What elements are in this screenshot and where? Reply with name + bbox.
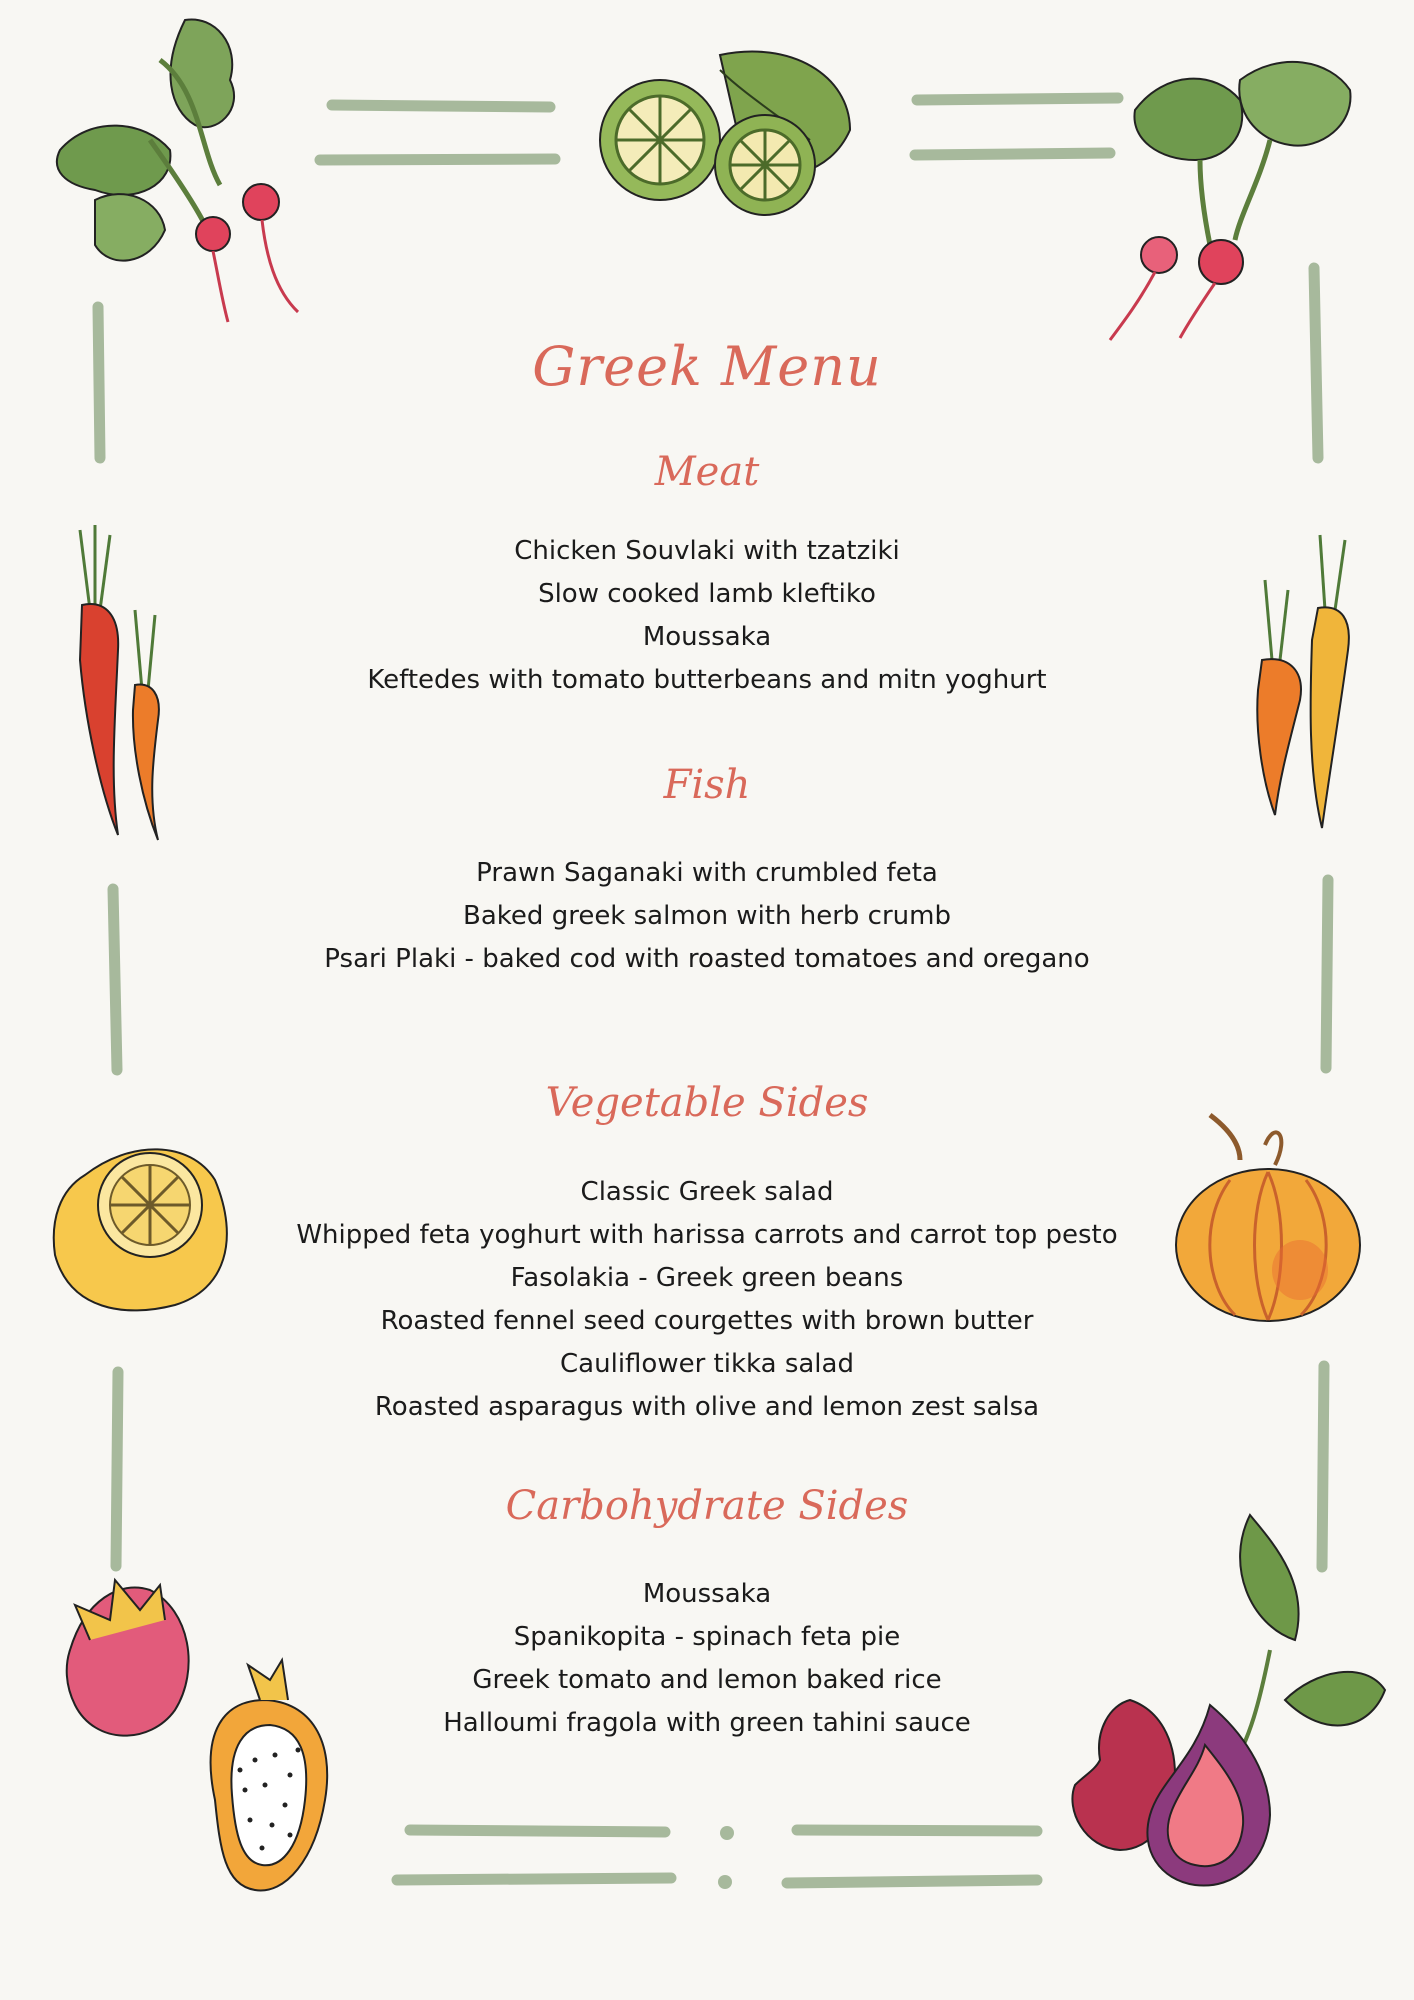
dish-item: Chicken Souvlaki with tzatziki	[514, 536, 900, 566]
dish-item: Halloumi fragola with green tahini sauce	[443, 1708, 971, 1738]
dish-item: Prawn Saganaki with crumbled feta	[476, 858, 938, 888]
meat-section	[200, 442, 1214, 702]
dish-list	[200, 1573, 1214, 1745]
dish-item: Cauliflower tikka salad	[560, 1349, 854, 1379]
dish-list	[200, 1171, 1214, 1429]
lime-illustration	[600, 52, 850, 215]
section-title: Vegetable Sides	[545, 1080, 869, 1126]
fish-section	[200, 755, 1214, 981]
dish-item: Classic Greek salad	[580, 1177, 834, 1207]
dish-item: Spanikopita - spinach feta pie	[513, 1622, 901, 1652]
section-title: Carbohydrate Sides	[505, 1483, 909, 1529]
dish-item: Whipped feta yoghurt with harissa carrots and carrot top pesto	[296, 1220, 1118, 1250]
section-title: Fish	[663, 762, 751, 808]
dish-item: Roasted fennel seed courgettes with brown butter	[380, 1306, 1034, 1336]
dish-item: Slow cooked lamb kleftiko	[538, 579, 876, 609]
carrot-illustration	[80, 525, 159, 840]
dish-list	[200, 530, 1214, 702]
dish-item: Fasolakia - Greek green beans	[510, 1263, 904, 1293]
vegetable-sides-section	[200, 1073, 1214, 1429]
menu-title: Greek Menu	[532, 335, 882, 398]
dish-item: Greek tomato and lemon baked rice	[472, 1665, 942, 1695]
dish-item: Moussaka	[642, 1579, 772, 1609]
menu-content	[200, 300, 1214, 1745]
radish-illustration	[57, 19, 298, 322]
dish-item: Keftedes with tomato butterbeans and mitn yoghurt	[367, 665, 1047, 695]
dish-item: Baked greek salmon with herb crumb	[463, 901, 951, 931]
dish-item: Moussaka	[642, 622, 772, 652]
dish-list	[200, 852, 1214, 981]
section-title: Meat	[654, 449, 760, 495]
carbohydrate-sides-section	[200, 1476, 1214, 1745]
dish-item: Psari Plaki - baked cod with roasted tomatoes and oregano	[324, 944, 1090, 974]
carrot-illustration	[1257, 535, 1349, 828]
dish-item: Roasted asparagus with olive and lemon zest salsa	[374, 1392, 1040, 1422]
